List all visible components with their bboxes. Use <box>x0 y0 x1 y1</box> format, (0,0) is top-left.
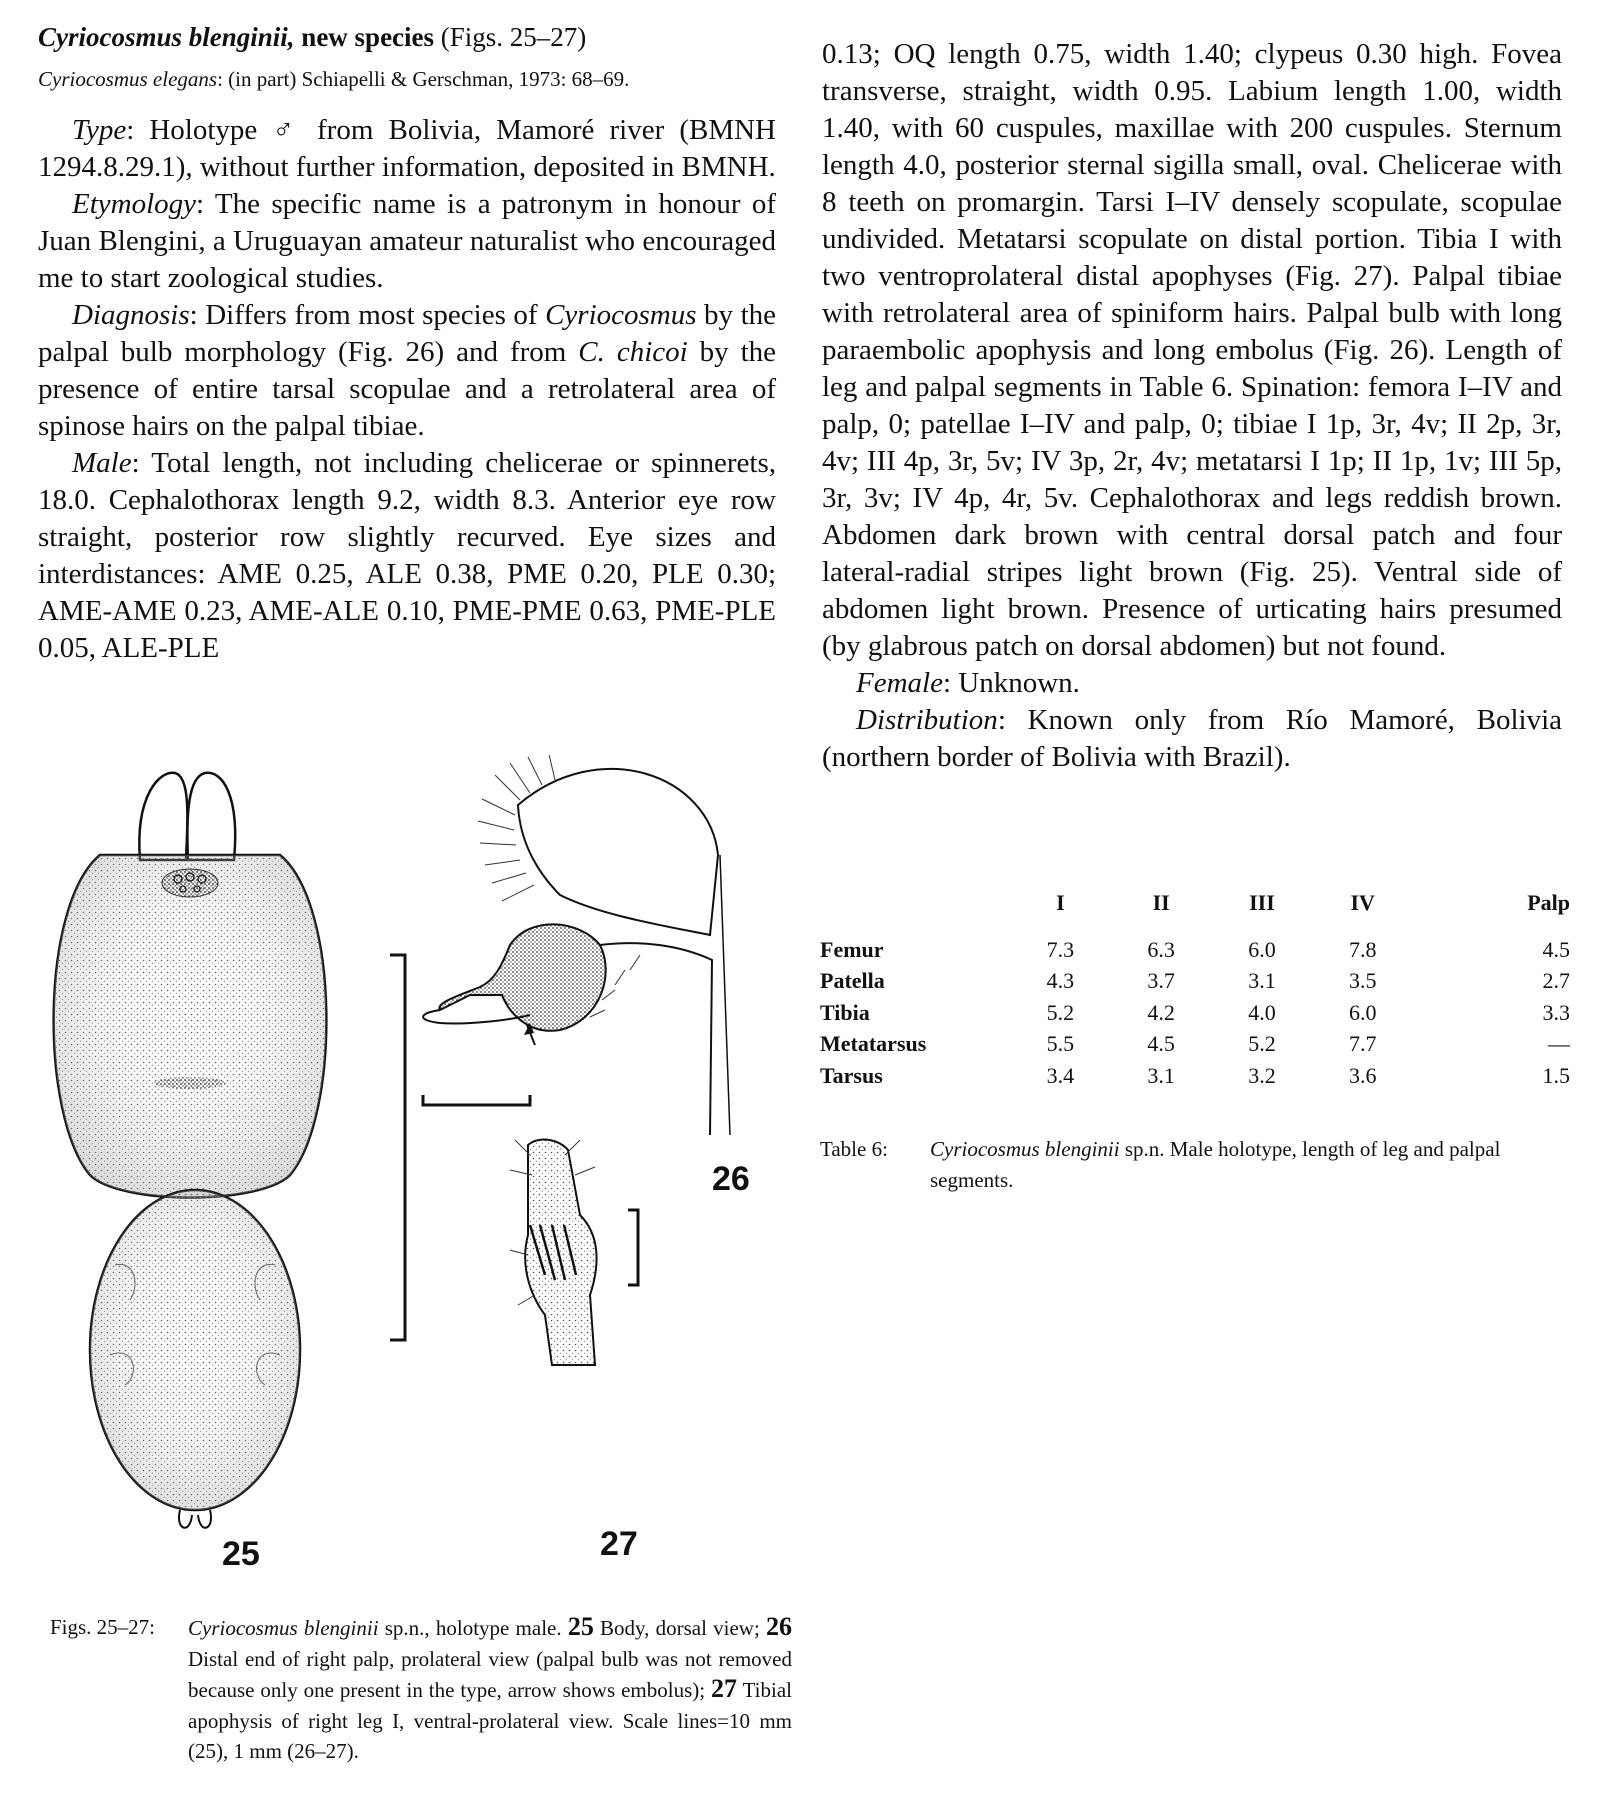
table-cell: 6.0 <box>1248 936 1276 962</box>
table-cell: 1.5 <box>1542 1062 1570 1088</box>
figs-ref: (Figs. 25–27) <box>434 22 587 52</box>
figure-caption-t4: Tibial apophysis of right leg I, ventral-prolateral view. Scale lines=10 mm (25), 1 mm (26–27). <box>188 1678 792 1763</box>
diagnosis-text-2: by the palpal bulb morphology (Fig. 26) and from <box>38 299 776 368</box>
table-caption-label: Table 6: <box>820 1137 888 1161</box>
table-row-label: Tarsus <box>820 1062 883 1088</box>
diagnosis-genus: Cyriocosmus <box>545 299 697 331</box>
table-row <box>820 997 1570 1029</box>
figure-26-palp <box>423 755 730 1135</box>
etymology-paragraph <box>38 186 776 297</box>
left-column <box>38 20 776 667</box>
table-corner <box>820 890 1010 934</box>
table-row <box>820 934 1570 966</box>
table-cell: 5.2 <box>1046 999 1075 1025</box>
table-cell: 3.4 <box>1046 1062 1075 1088</box>
figure-25-body-dorsal <box>54 773 405 1528</box>
figure-26-number: 26 <box>712 1160 750 1198</box>
table-cell: 7.8 <box>1348 936 1377 962</box>
female-text: : Unknown. <box>942 667 1080 699</box>
table-cell: 3.5 <box>1348 968 1377 994</box>
male-paragraph <box>38 445 776 667</box>
table-header-row <box>820 890 1570 934</box>
table-cell: 2.7 <box>1542 968 1570 994</box>
table-row-label: Femur <box>820 936 884 962</box>
right-body <box>822 36 1562 776</box>
synonym-ref: : (in part) Schiapelli & Gerschman, 1973: 68–69. <box>217 67 630 91</box>
table-cell: 3.1 <box>1248 968 1276 994</box>
etymology-label: Etymology <box>72 188 197 220</box>
etymology-text: : The specific name is a patronym in honour of Juan Blengini, a Uruguayan amateur naturalist who encouraged me to start zoological studies. <box>38 188 776 294</box>
figure-caption-n25: 25 <box>567 1612 594 1641</box>
table-cell: 3.6 <box>1348 1062 1377 1088</box>
table-cell: 3.1 <box>1147 1062 1175 1088</box>
table-cell: 5.5 <box>1046 1031 1075 1057</box>
type-label: Type <box>72 114 127 146</box>
table-cell: 4.3 <box>1046 968 1075 994</box>
distribution-label: Distribution <box>856 704 998 736</box>
table-row <box>820 966 1570 998</box>
diagnosis-paragraph <box>38 297 776 445</box>
table-caption-body: sp.n. Male holotype, length of leg and palpal segments. <box>930 1137 1501 1192</box>
figure-caption-text <box>188 1612 792 1767</box>
table-column-header: I <box>1056 890 1065 915</box>
figure-caption-label: Figs. 25–27: <box>50 1615 156 1639</box>
table-cell: 7.3 <box>1046 936 1075 962</box>
figure-drawings <box>40 755 800 1595</box>
male-label: Male <box>72 447 132 479</box>
figure-caption-t3: Distal end of right palp, prolateral view (palpal bulb was not removed because only one present in the type, arrow shows embolus); <box>188 1646 792 1702</box>
type-paragraph <box>38 112 776 186</box>
figure-caption-t1: sp.n., holotype male. <box>378 1616 568 1640</box>
male-text: : Total length, not including chelicerae or spinnerets, 18.0. Cephalothorax length 9.2, width 8.3. Anterior eye row straight, posterior row slightly recurved. Eye sizes and interdistances: AME 0.25, ALE 0.38, PME 0.20, PLE 0.30; AME-AME 0.23, AME-ALE 0.10, PME-PME 0.63, PME-PLE 0.05, ALE-PLE <box>38 447 776 664</box>
figures-panel <box>40 755 800 1595</box>
table-cell: 7.7 <box>1348 1031 1377 1057</box>
synonym-line <box>38 64 776 94</box>
table-cell: 4.5 <box>1542 936 1570 962</box>
table-cell: 6.0 <box>1348 999 1377 1025</box>
diagnosis-species: C. chicoi <box>578 336 688 368</box>
species-heading <box>38 20 776 54</box>
table-row-label: Patella <box>820 968 885 994</box>
table-row-label: Metatarsus <box>820 1031 927 1057</box>
table-column-header: Palp <box>1527 890 1570 915</box>
figure-caption <box>50 1612 792 1767</box>
table-cell: 3.3 <box>1542 999 1570 1025</box>
table-cell: 4.0 <box>1248 999 1276 1025</box>
table-caption-text <box>930 1134 1562 1196</box>
figure-caption-n27: 27 <box>711 1674 738 1703</box>
species-name: Cyriocosmus blenginii, <box>38 22 295 52</box>
table-row-label: Tibia <box>820 999 870 1025</box>
distribution-paragraph <box>822 702 1562 776</box>
synonym-name: Cyriocosmus elegans <box>38 67 218 91</box>
table-column-header: IV <box>1350 890 1375 915</box>
female-label: Female <box>856 667 943 699</box>
left-body <box>38 112 776 667</box>
segments-table <box>820 890 1570 1092</box>
table-column-header: II <box>1152 890 1170 915</box>
female-paragraph <box>822 665 1562 702</box>
diagnosis-text-1: : Differs from most species of <box>189 299 546 331</box>
distribution-text: : Known only from Río Mamoré, Bolivia (northern border of Bolivia with Brazil). <box>822 704 1562 773</box>
table-cell: — <box>1548 1031 1570 1057</box>
diagnosis-label: Diagnosis <box>72 299 190 331</box>
table-cell: 5.2 <box>1248 1031 1276 1057</box>
figure-caption-t2: Body, dorsal view; <box>593 1616 766 1640</box>
table-cell: 3.7 <box>1147 968 1175 994</box>
table-caption <box>820 1134 1562 1196</box>
table-caption-species: Cyriocosmus blenginii <box>930 1137 1120 1161</box>
figure-25-number: 25 <box>222 1535 260 1573</box>
table-cell: 4.2 <box>1147 999 1175 1025</box>
table-column-header: III <box>1249 890 1275 915</box>
right-column <box>822 36 1562 776</box>
diagnosis-text-3: by the presence of entire tarsal scopulae and a retrolateral area of spinose hairs on the palpal tibiae. <box>38 336 777 442</box>
figure-caption-species: Cyriocosmus blenginii <box>188 1616 379 1640</box>
male-description-continued: 0.13; OQ length 0.75, width 1.40; clypeus 0.30 high. Fovea transverse, straight, width 0.95. Labium length 1.00, width 1.40, with 60 cuspules, maxillae with 200 cuspules. Sternum length 4.0, posterior sternal sigilla small, oval. Chelicerae with 8 teeth on promargin. Tarsi I–IV densely scopulate, scopulae undivided. Metatarsi scopulate on distal portion. Tibia I with two ventroprolateral distal apophyses (Fig. 27). Palpal tibiae with retrolateral area of spiniform hairs. Palpal bulb with long paraembolic apophysis and long embolus (Fig. 26). Length of leg and palpal segments in Table 6. Spination: femora I–IV and palp, 0; patellae I–IV and palp, 0; tibiae I 1p, 3r, 4v; II 2p, 3r, 4v; III 4p, 3r, 5v; IV 3p, 2r, 4v; metatarsi I 1p; II 1p, 1v; III 5p, 3r, 3v; IV 4p, 4r, 5v. Cephalothorax and legs reddish brown. Abdomen dark brown with central dorsal patch and four lateral-radial stripes light brown (Fig. 25). Ventral side of abdomen light brown. Presence of urticating hairs presumed (by glabrous patch on dorsal abdomen) but not found. <box>822 38 1562 662</box>
figure-27-number: 27 <box>600 1525 638 1563</box>
new-species-label: new species <box>294 22 435 52</box>
table-row <box>820 1029 1570 1061</box>
table-cell: 4.5 <box>1147 1031 1175 1057</box>
table-cell: 6.3 <box>1147 936 1175 962</box>
figure-caption-n26: 26 <box>766 1612 792 1641</box>
type-text: : Holotype ♂ from Bolivia, Mamoré river (BMNH 1294.8.29.1), without further information, deposited in BMNH. <box>38 114 776 183</box>
table-cell: 3.2 <box>1248 1062 1276 1088</box>
figure-27-tibial-apophysis <box>510 1140 638 1365</box>
table-row <box>820 1060 1570 1092</box>
